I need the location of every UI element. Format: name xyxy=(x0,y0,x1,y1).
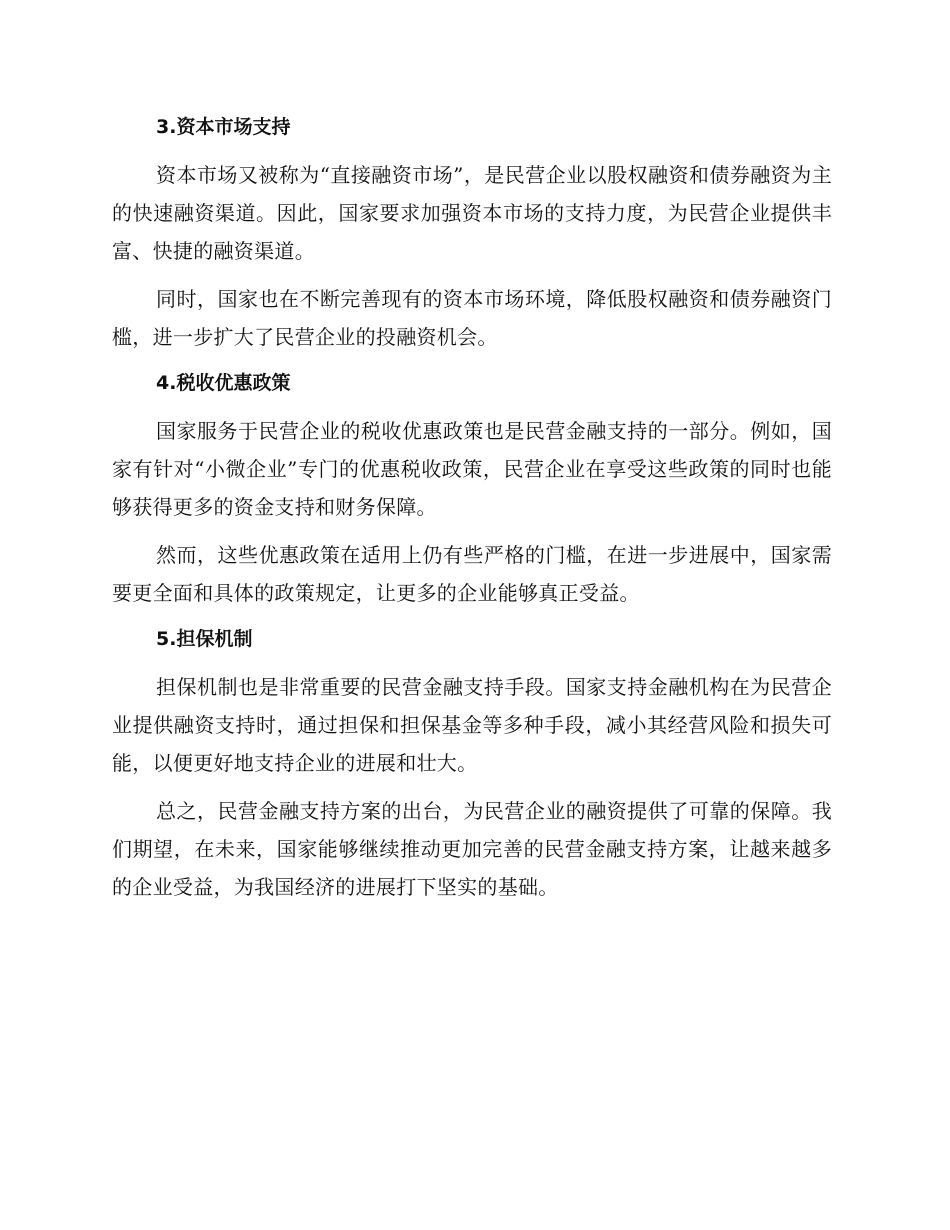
paragraph: 国家服务于民营企业的税收优惠政策也是民营金融支持的一部分。例如，国家有针对“小微企业”专门的优惠税收政策，民营企业在享受这些政策的同时也能够获得更多的资金支持和财务保障。 xyxy=(112,419,832,519)
section-guarantee xyxy=(112,622,832,906)
paragraph: 资本市场又被称为“直接融资市场”，是民营企业以股权融资和债券融资为主的快速融资渠道。因此，国家要求加强资本市场的支持力度，为民营企业提供丰富、快捷的融资渠道。 xyxy=(112,163,832,263)
paragraph: 担保机制也是非常重要的民营金融支持手段。国家支持金融机构在为民营企业提供融资支持时，通过担保和担保基金等多种手段，减小其经营风险和损失可能，以便更好地支持企业的进展和壮大。 xyxy=(112,675,832,775)
section-tax-policy xyxy=(112,366,832,612)
section-heading: 3.资本市场支持 xyxy=(156,116,291,138)
section-heading: 4.税收优惠政策 xyxy=(156,372,291,394)
paragraph: 然而，这些优惠政策在适用上仍有些严格的门槛，在进一步进展中，国家需要更全面和具体的政策规定，让更多的企业能够真正受益。 xyxy=(112,543,832,605)
paragraph: 同时，国家也在不断完善现有的资本市场环境，降低股权融资和债券融资门槛，进一步扩大了民营企业的投融资机会。 xyxy=(112,287,832,349)
document-body xyxy=(112,110,832,906)
section-heading: 5.担保机制 xyxy=(156,628,253,650)
paragraph: 总之，民营金融支持方案的出台，为民营企业的融资提供了可靠的保障。我们期望，在未来，国家能够继续推动更加完善的民营金融支持方案，让越来越多的企业受益，为我国经济的进展打下坚实的基础。 xyxy=(112,799,832,899)
section-capital-market xyxy=(112,110,832,356)
